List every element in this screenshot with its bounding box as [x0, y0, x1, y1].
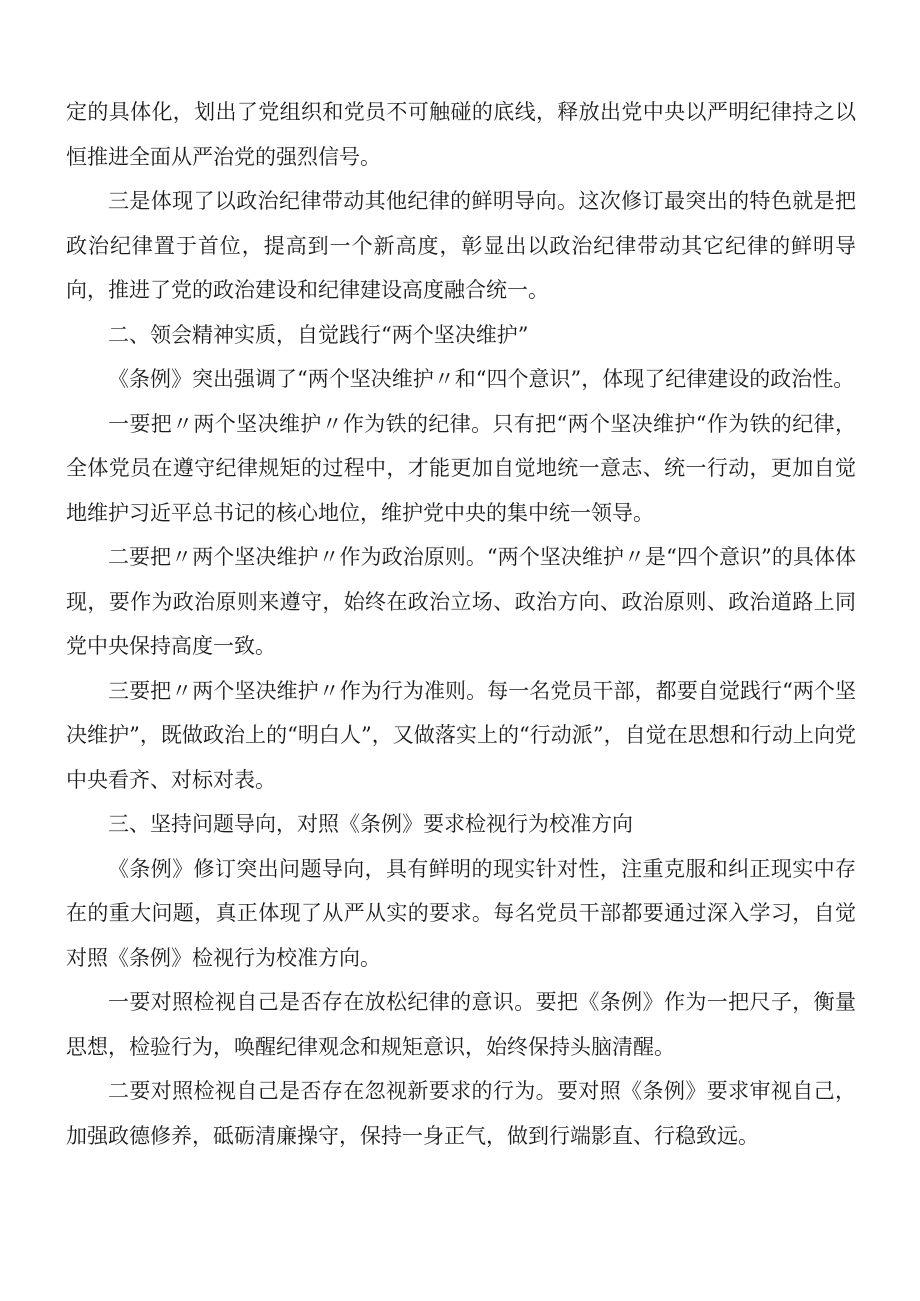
paragraph-continuation: 定的具体化，划出了党组织和党员不可触碰的底线，释放出党中央以严明纪律持之以恒推进全面从严治党的强烈信号。 [66, 100, 856, 169]
paragraph-check-new-requirements: 二要对照检视自己是否存在忽视新要求的行为。要对照《条例》要求审视自己，加强政德修养，砥砺清廉操守，保持一身正气，做到行端影直、行稳致远。 [66, 1079, 856, 1148]
paragraph-problem-orientation: 《条例》修订突出问题导向，具有鲜明的现实针对性，注重克服和纠正现实中存在的重大问题，真正体现了从严从实的要求。每名党员干部都要通过深入学习，自觉对照《条例》检视行为校准方向。 [66, 856, 856, 970]
paragraph-political-discipline: 三是体现了以政治纪律带动其他纪律的鲜明导向。这次修订最突出的特色就是把政治纪律置于首位，提高到一个新高度，彰显出以政治纪律带动其它纪律的鲜明导向，推进了党的政治建设和纪律建设高度融合统一。 [66, 189, 856, 302]
section-heading-three: 三、坚持问题导向，对照《条例》要求检视行为校准方向 [108, 812, 633, 836]
paragraph-code-of-conduct: 三要把〃两个坚决维护〃作为行为准则。每一名党员干部，都要自觉践行“两个坚决维护”，既做政治上的“明白人”，又做落实上的“行动派”，自觉在思想和行动上向党中央看齐、对标对表。 [66, 678, 856, 792]
paragraph-iron-discipline: 一要把〃两个坚决维护〃作为铁的纪律。只有把“两个坚决维护“作为铁的纪律，全体党员在遵守纪律规矩的过程中，才能更加自觉地统一意志、统一行动，更加自觉地维护习近平总书记的核心地位，维护党中央的集中统一领导。 [66, 411, 856, 525]
paragraph-political-principle: 二要把〃两个坚决维护〃作为政治原则。“两个坚决维护〃是“四个意识”的具体体现，要作为政治原则来遵守，始终在政治立场、政治方向、政治原则、政治道路上同党中央保持高度一致。 [66, 545, 856, 658]
document-body [66, 90, 856, 1158]
paragraph-regulation-emphasis: 《条例》突出强调了“两个坚决维护〃和“四个意识”，体现了纪律建设的政治性。 [108, 367, 855, 391]
paragraph-check-discipline: 一要对照检视自己是否存在放松纪律的意识。要把《条例》作为一把尺子，衡量思想，检验行为，唤醒纪律观念和规矩意识，始终保持头脑清醒。 [66, 990, 856, 1059]
section-heading-two: 二、领会精神实质，自觉践行“两个坚决维护” [108, 322, 529, 347]
